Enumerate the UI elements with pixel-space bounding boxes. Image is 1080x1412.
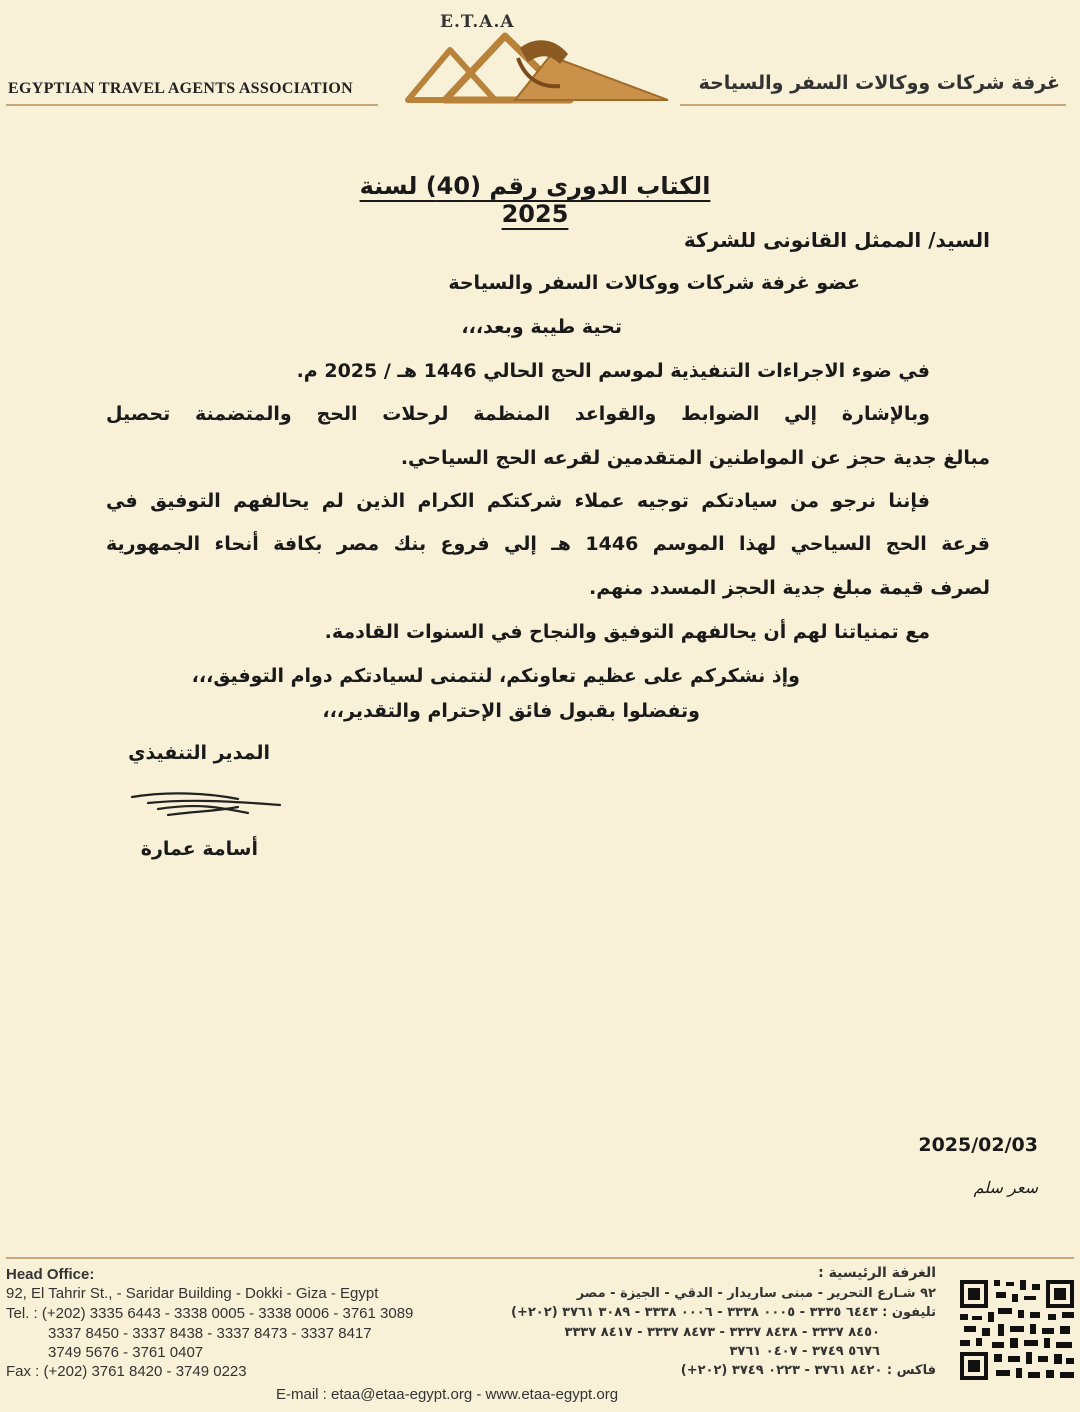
footer-head-office-label: Head Office:: [6, 1266, 95, 1283]
signer-title: المدير التنفيذي: [128, 742, 270, 764]
footer-address-ar: ٩٢ شـارع التحرير - مبنى ساريدار - الدقي - الجيزة - مصر: [576, 1286, 936, 1301]
footer-tel-en-1: Tel. : (+202) 3335 6443 - 3338 0005 - 3338 0006 - 3761 3089: [6, 1305, 414, 1322]
paragraph-3-line-3: لصرف قيمة مبلغ جدية الحجز المسدد منهم.: [589, 577, 990, 599]
footer-rule: [6, 1257, 1074, 1259]
paragraph-3-line-2: قرعة الحج السياحي لهذا الموسم 1446 هـ إلي فروع بنك مصر بكافة أنحاء الجمهورية: [106, 533, 991, 555]
footer-fax-ar: فاكس : ٨٤٢٠ ٣٧٦١ - ٠٢٢٣ ٣٧٤٩ (٢٠٢+): [680, 1363, 936, 1378]
letter-title: الكتاب الدورى رقم (40) لسنة 2025: [359, 172, 711, 228]
footer-address-en: 92, El Tahrir St., - Saridar Building - Dokki - Giza - Egypt: [6, 1285, 379, 1302]
letter-date: 2025/02/03: [918, 1134, 1038, 1156]
footer-tel-en-3: 3749 5676 - 3761 0407: [48, 1344, 204, 1361]
qr-code-icon[interactable]: [958, 1278, 1076, 1382]
recipient-line-1: السيد/ الممثل القانونى للشركة: [683, 228, 990, 252]
footer-fax-en: Fax : (+202) 3761 8420 - 3749 0223: [6, 1363, 247, 1380]
association-english-name: EGYPTIAN TRAVEL AGENTS ASSOCIATION: [8, 80, 353, 97]
paragraph-4: مع تمنياتنا لهم أن يحالفهم التوفيق والنجاح في السنوات القادمة.: [324, 621, 930, 643]
greeting: تحية طيبة وبعد،،،: [461, 316, 622, 338]
signer-name: أسامة عمارة: [140, 838, 258, 860]
paragraph-1: في ضوء الاجراءات التنفيذية لموسم الحج الحالي 1446 هـ / 2025 م.: [296, 360, 930, 382]
footer-tel-ar-2: ٨٤٥٠ ٣٣٣٧ - ٨٤٣٨ ٣٣٣٧ - ٨٤٧٣ ٣٣٣٧ - ٨٤١٧ ٣٣٣٧: [564, 1325, 880, 1340]
paragraph-2-line-1: وبالإشارة إلي الضوابط والقواعد المنظمة لرحلات الحج والمتضمنة تحصيل: [106, 403, 930, 425]
handwritten-initials: سعر سلم: [973, 1178, 1038, 1197]
logo-abbreviation: E.T.A.A: [440, 12, 515, 32]
paragraph-2-line-2: مبالغ جدية حجز عن المواطنين المتقدمين لقرعه الحج السياحي.: [400, 447, 990, 469]
header-rule-left: [6, 104, 378, 106]
closing-line-2: وتفضلوا بقبول فائق الإحترام والتقدير،،،: [322, 700, 700, 722]
pyramids-logo-icon: [400, 28, 670, 104]
footer-tel-ar-1: تليفون : ٦٤٤٣ ٣٣٣٥ - ٠٠٠٥ ٣٣٣٨ - ٠٠٠٦ ٣٣٣٨ - ٣٠٨٩ ٣٧٦١ (٢٠٢+): [511, 1305, 936, 1320]
header-rule-right: [680, 104, 1066, 106]
footer-contact[interactable]: E-mail : etaa@etaa-egypt.org - www.etaa-egypt.org: [276, 1386, 619, 1403]
recipient-line-2: عضو غرفة شركات ووكالات السفر والسياحة: [448, 272, 860, 294]
paragraph-3-line-1: فإننا نرجو من سيادتكم توجيه عملاء شركتكم الكرام الذين لم يحالفهم التوفيق في: [106, 490, 930, 512]
association-arabic-name: غرفة شركات ووكالات السفر والسياحة: [698, 72, 1060, 94]
footer-tel-en-2: 3337 8450 - 3337 8438 - 3337 8473 - 3337 8417: [48, 1325, 372, 1342]
signature-icon: [128, 785, 288, 821]
closing-line-1: وإذ نشكركم على عظيم تعاونكم، لنتمنى لسيادتكم دوام التوفيق،،،: [191, 665, 800, 687]
footer-tel-ar-3: ٥٦٧٦ ٣٧٤٩ - ٠٤٠٧ ٣٧٦١: [729, 1344, 880, 1359]
footer-head-office-label-ar: الغرفة الرئيسية :: [818, 1265, 936, 1281]
